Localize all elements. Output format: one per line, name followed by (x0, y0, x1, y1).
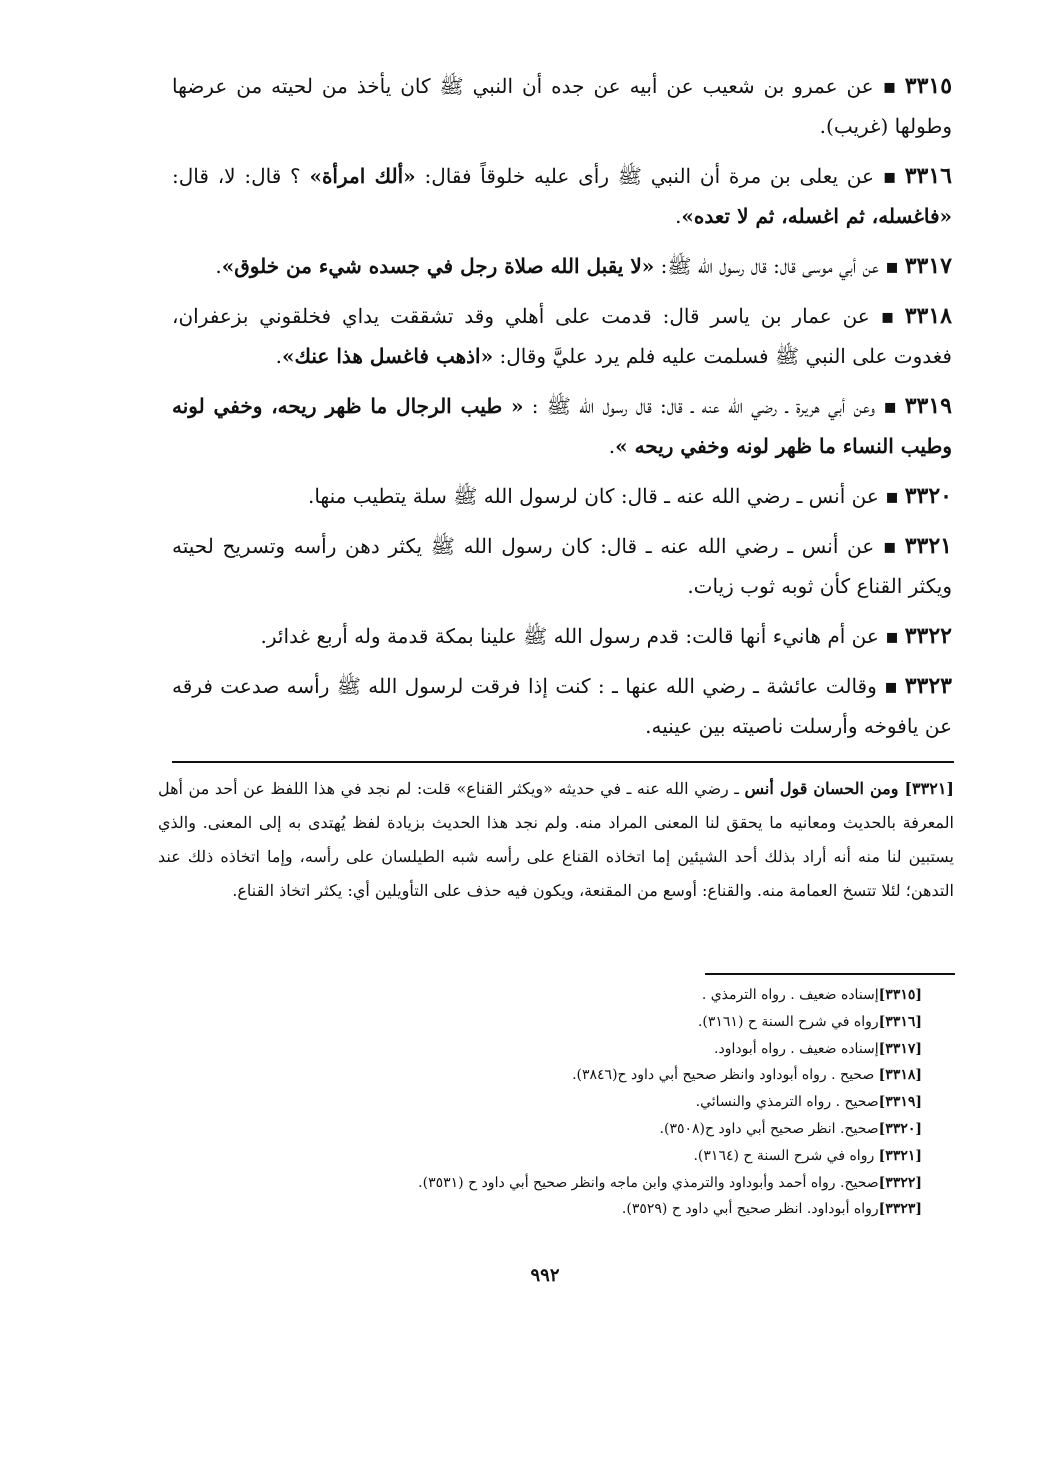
reference-text: صحيح. رواه أحمد وأبوداود والترمذي وابن ماجه وانظر صحيح أبي داود ح (٣٥٣١). (418, 1174, 879, 1191)
hadith-quote: « طيب الرجال ما ظهر ريحه، وخفي لونه وطيب النساء ما ظهر لونه وخفي ريحه » (172, 394, 952, 458)
hadith-end: . (675, 204, 682, 228)
hadith-item (172, 476, 952, 516)
reference-item (230, 1036, 922, 1063)
hadith-number: ٣٣٢٢ (904, 623, 952, 649)
reference-number: [٣٣٢٠] (878, 1120, 922, 1137)
reference-number: [٣٣١٥] (878, 987, 922, 1003)
section-divider (172, 761, 954, 763)
reference-item (230, 1062, 922, 1089)
hadith-text: عن عمار بن ياسر قال: قدمت على أهلي وقد تشققت يداي فخلقوني بزعفران، فغدوت على النبي ﷺ فسلمت عليه فلم يرد عليَّ وقال: (172, 304, 952, 368)
hadith-number: ٣٣١٦ (904, 163, 952, 189)
reference-number: [٣٣١٦] (878, 1013, 922, 1030)
reference-text: رواه في شرح السنة ح (٣١٦١). (697, 1013, 879, 1030)
commentary-text: ـ رضي الله عنه ـ في حديثه «ويكثر القناع» قلت: لم نجد في هذا اللفظ عن أحد من أهل المعرفة بالحديث ومعانيه ما يحقق لنا المعنى المراد منه. ولم نجد هذا الحديث بزيادة لفظ يُهتدى به إلى المعنى. والذي يستبين لنا منه أنه أراد بذلك أحد الشيئين إما اتخاذه القناع على رأسه شبه الطيلسان على رأسه، وإما اتخاذه ذلك عند التدهن؛ لئلا تتسخ العمامة منه. والقناع: أوسع من المقنعة، ويكون فيه حذف على التأويلين أي: يكثر اتخاذ القناع. (158, 779, 954, 900)
hadith-number: ٣٣١٥ (904, 73, 953, 99)
reference-item (230, 1196, 922, 1223)
hadith-item (172, 666, 952, 746)
hadith-sep: ▪ (875, 394, 899, 418)
reference-number: [٣٣٢٣] (878, 1201, 922, 1218)
hadith-text: عن يعلى بن مرة أن النبي ﷺ رأى عليه خلوقاً فقال: (415, 164, 874, 188)
reference-number: [٣٣١٧] (878, 1040, 922, 1057)
hadith-sep: ▪ (874, 534, 899, 558)
hadith-item (172, 246, 952, 286)
reference-list (230, 982, 922, 1223)
hadith-item (172, 66, 952, 146)
commentary-lead: [٣٣٢١] ومن الحسان قول أنس (744, 779, 954, 798)
reference-item (230, 1170, 922, 1197)
hadith-item (172, 526, 952, 606)
reference-item (230, 1116, 922, 1143)
hadith-item (172, 616, 952, 656)
hadith-end: . (608, 434, 616, 458)
reference-number: [٣٣٢١] (878, 1147, 922, 1164)
hadith-quote: «فاغسله، ثم اغسله، ثم لا تعده» (681, 204, 952, 228)
hadith-quote: «ألك امرأة» (309, 164, 416, 188)
reference-item (230, 1089, 922, 1116)
hadith-text: عن أنس ـ رضي الله عنه ـ قال: كان رسول الله ﷺ يكثر دهن رأسه وتسريح لحيته ويكثر القناع كأن ثوبه ثوب زيات. (172, 534, 952, 598)
page-number: ٩٩٢ (530, 1265, 560, 1286)
hadith-text: عن أم هانيء أنها قالت: قدم رسول الله ﷺ علينا بمكة قدمة وله أربع غدائر. (260, 624, 879, 648)
commentary-block (158, 772, 954, 908)
hadith-item (172, 386, 952, 466)
hadith-item (172, 296, 952, 376)
reference-text: رواه في شرح السنة ح (٣١٦٤). (693, 1147, 879, 1164)
hadith-text: عن أنس ـ رضي الله عنه ـ قال: كان لرسول الله ﷺ سلة يتطيب منها. (307, 484, 879, 508)
reference-text: رواه أبوداود. انظر صحيح أبي داود ح (٣٥٢٩). (621, 1201, 879, 1218)
reference-number: [٣٣١٨] (878, 1067, 922, 1084)
hadith-sep: ▪ (873, 164, 899, 188)
hadith-sep: ▪ (878, 484, 899, 508)
hadith-sep: ▪ (869, 304, 899, 328)
hadith-number: ٣٣١٧ (904, 253, 952, 279)
reference-item (230, 1143, 922, 1170)
hadith-quote: «اذهب فاغسل هذا عنك» (282, 344, 494, 368)
hadith-end: . (275, 344, 283, 368)
reference-item (230, 982, 922, 1009)
reference-text: إسناده ضعيف . رواه الترمذي . (701, 987, 879, 1003)
reference-text: صحيح . رواه الترمذي والنسائي. (695, 1094, 879, 1111)
hadith-number: ٣٣٢٠ (904, 483, 952, 509)
hadith-quote: «لا يقبل الله صلاة رجل في جسده شيء من خلوق» (221, 254, 655, 278)
hadith-end: . (215, 254, 222, 278)
hadith-number: ٣٣١٩ (904, 393, 952, 419)
hadith-text: عن عمرو بن شعيب عن أبيه عن جده أن النبي ﷺ كان يأخذ من لحيته من عرضها وطولها (غريب). (172, 74, 952, 138)
hadith-number: ٣٣٢٣ (904, 673, 952, 699)
hadith-number: ٣٣١٨ (904, 303, 952, 329)
reference-item (230, 1009, 922, 1036)
reference-number: [٣٣١٩] (878, 1094, 922, 1111)
hadith-sep: ▪ (878, 254, 899, 278)
reference-text: صحيح. انظر صحيح أبي داود ح(٣٥٠٨). (659, 1120, 879, 1137)
hadith-list (172, 66, 952, 756)
hadith-text: عن أبي موسى قال: قال رسول الله ﷺ: (654, 254, 879, 278)
reference-text: إسناده ضعيف . رواه أبوداود. (714, 1040, 879, 1057)
hadith-item (172, 156, 952, 236)
hadith-number: ٣٣٢١ (904, 533, 952, 559)
hadith-text: وقالت عائشة ـ رضي الله عنها ـ : كنت إذا فرقت لرسول الله ﷺ رأسه صدعت فرقه عن يافوخه وأرسلت ناصيته بين عينيه. (172, 674, 952, 738)
hadith-text: ؟ قال: لا، قال: (172, 164, 310, 188)
reference-number: [٣٣٢٢] (878, 1174, 922, 1191)
reference-text: صحيح . رواه أبوداود وانظر صحيح أبي داود ح(٣٨٤٦). (572, 1067, 879, 1084)
footnote-divider (705, 973, 955, 975)
hadith-sep: ▪ (873, 74, 899, 98)
hadith-text: وعن أبي هريرة ـ رضي الله عنه ـ قال: قال رسول الله ﷺ : (523, 394, 876, 418)
hadith-sep: ▪ (876, 674, 899, 698)
hadith-sep: ▪ (878, 624, 899, 648)
